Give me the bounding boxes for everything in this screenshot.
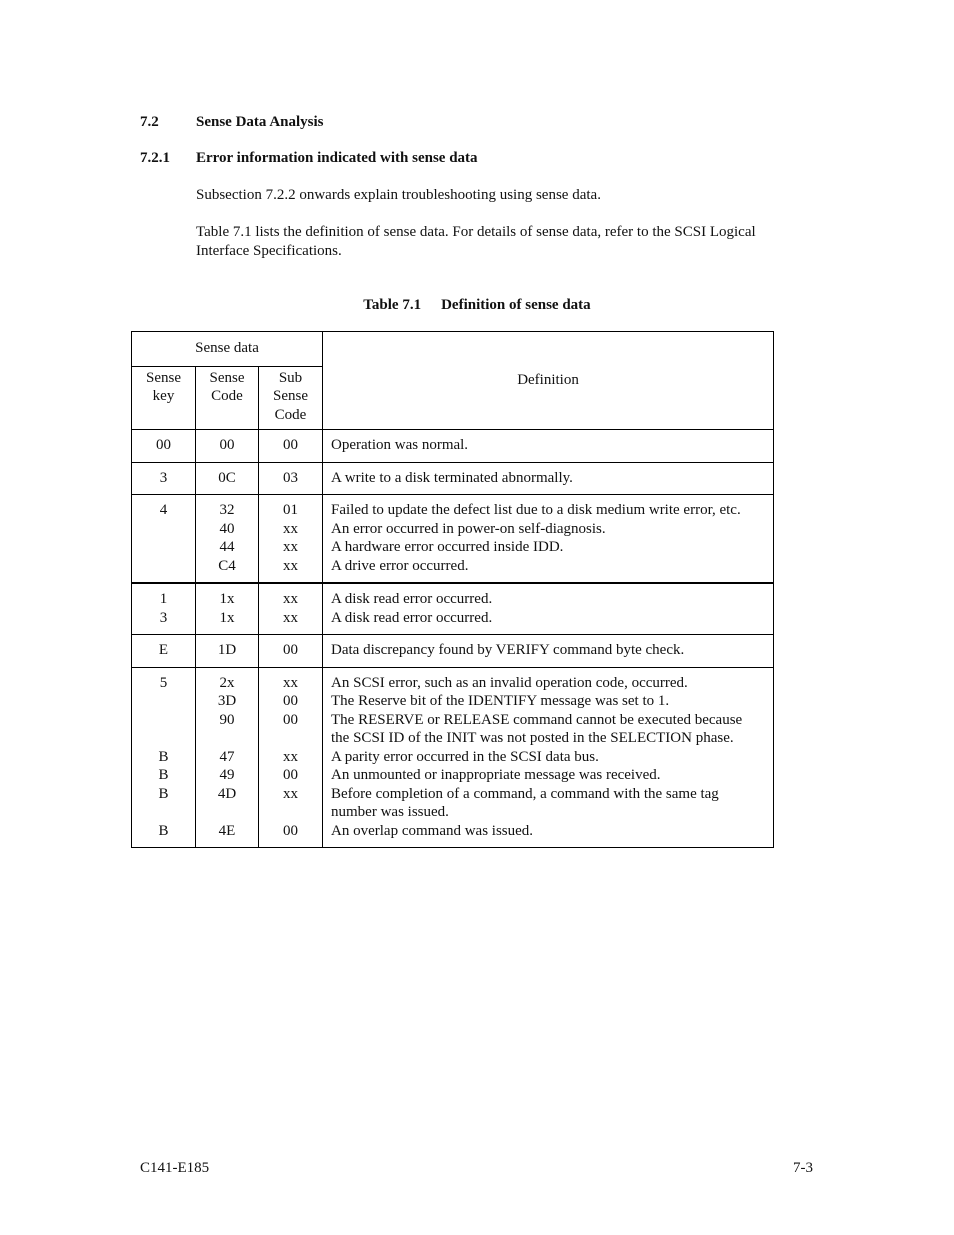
sense-key-cell bbox=[132, 667, 196, 848]
sense-data-table bbox=[131, 331, 774, 848]
code-value bbox=[261, 803, 320, 822]
definition-line: The RESERVE or RELEASE command cannot be executed because bbox=[331, 711, 743, 728]
definition-line: A write to a disk terminated abnormally. bbox=[331, 469, 573, 486]
code-value bbox=[134, 711, 193, 730]
definition-line: An unmounted or inappropriate message was received. bbox=[331, 767, 661, 783]
sense-key-cell bbox=[132, 430, 196, 463]
definition-line: A drive error occurred. bbox=[331, 557, 469, 574]
subsection-title: Error information indicated with sense data bbox=[196, 150, 478, 166]
code-value: 00 bbox=[156, 437, 171, 453]
definition-cell bbox=[323, 495, 774, 584]
sub-sense-code-cell bbox=[259, 635, 323, 668]
table-row bbox=[132, 430, 774, 463]
code-value: 44 bbox=[219, 539, 235, 555]
code-value: C4 bbox=[218, 557, 236, 574]
definition-line: A hardware error occurred inside IDD. bbox=[331, 539, 564, 555]
sense-code-cell bbox=[196, 635, 259, 668]
code-value bbox=[134, 729, 193, 748]
code-value: B bbox=[158, 822, 169, 839]
definition-line: the SCSI ID of the INIT was not posted in the SELECTION phase. bbox=[331, 730, 734, 746]
table-row bbox=[132, 462, 774, 495]
code-value: xx bbox=[283, 539, 298, 555]
table-header-row bbox=[132, 332, 774, 367]
section-title: Sense Data Analysis bbox=[196, 114, 324, 130]
code-value: 4 bbox=[159, 502, 168, 518]
definition-line: Data discrepancy found by VERIFY command byte check. bbox=[331, 642, 685, 658]
sense-key-cell bbox=[132, 635, 196, 668]
code-value: 01 bbox=[283, 502, 298, 518]
code-value bbox=[134, 538, 193, 557]
table-row bbox=[132, 495, 774, 584]
code-value: E bbox=[158, 642, 169, 658]
code-value: xx bbox=[283, 591, 298, 607]
definition-line: Operation was normal. bbox=[331, 437, 469, 453]
code-value: 00 bbox=[283, 711, 298, 728]
table-row bbox=[132, 583, 774, 635]
code-value: 1x bbox=[219, 609, 235, 626]
definition-line: Before completion of a command, a command with the same tag bbox=[331, 785, 719, 802]
code-value: xx bbox=[283, 674, 298, 691]
code-value: 3 bbox=[159, 609, 168, 626]
code-value: 00 bbox=[283, 642, 298, 658]
code-value: 00 bbox=[283, 693, 298, 709]
code-value bbox=[134, 692, 193, 711]
sense-code-cell bbox=[196, 430, 259, 463]
code-value: 03 bbox=[283, 469, 298, 486]
code-value: B bbox=[158, 748, 169, 765]
sub-sense-code-header: Sub Sense Code bbox=[259, 366, 323, 430]
table-caption-number: Table 7.1 bbox=[363, 297, 422, 313]
definition-header: Definition bbox=[323, 332, 774, 430]
sense-code-cell bbox=[196, 583, 259, 635]
code-value: xx bbox=[283, 557, 298, 574]
sub-sense-code-cell bbox=[259, 430, 323, 463]
definition-line: An error occurred in power-on self-diagnosis. bbox=[331, 520, 606, 537]
subsection-number: 7.2.1 bbox=[140, 150, 170, 166]
code-value: 5 bbox=[159, 674, 168, 691]
footer-page-number: 7-3 bbox=[793, 1160, 813, 1176]
code-value: B bbox=[158, 767, 169, 783]
code-value: 00 bbox=[283, 767, 298, 783]
code-value bbox=[198, 803, 256, 822]
footer-doc-id: C141-E185 bbox=[140, 1160, 210, 1176]
sub-sense-code-cell bbox=[259, 583, 323, 635]
definition-cell bbox=[323, 462, 774, 495]
sub-sense-code-cell bbox=[259, 667, 323, 848]
code-value: xx bbox=[283, 520, 298, 537]
sense-data-group-header: Sense data bbox=[132, 332, 323, 367]
section-number: 7.2 bbox=[140, 114, 159, 130]
sense-code-cell bbox=[196, 462, 259, 495]
definition-line: A disk read error occurred. bbox=[331, 591, 493, 607]
definition-line: number was issued. bbox=[331, 804, 449, 820]
definition-line: An overlap command was issued. bbox=[331, 822, 534, 839]
definition-cell bbox=[323, 667, 774, 848]
definition-line: A disk read error occurred. bbox=[331, 609, 493, 626]
code-value: 40 bbox=[219, 520, 235, 537]
code-value: 90 bbox=[219, 711, 235, 728]
definition-line: Failed to update the defect list due to a disk medium write error, etc. bbox=[331, 502, 741, 518]
code-value: 1x bbox=[219, 591, 235, 607]
definition-line: A parity error occurred in the SCSI data bus. bbox=[331, 748, 599, 765]
code-value: 00 bbox=[219, 437, 235, 453]
table-row bbox=[132, 667, 774, 848]
code-value: xx bbox=[283, 785, 298, 802]
code-value: B bbox=[158, 785, 169, 802]
code-value: 00 bbox=[283, 437, 298, 453]
code-value: 32 bbox=[219, 502, 235, 518]
code-value: 49 bbox=[219, 767, 235, 783]
code-value: 3D bbox=[217, 693, 237, 709]
intro-paragraph: Subsection 7.2.2 onwards explain troubleshooting using sense data. bbox=[196, 187, 601, 203]
definition-cell bbox=[323, 635, 774, 668]
sense-key-header: Sense key bbox=[132, 366, 196, 430]
sense-key-cell bbox=[132, 495, 196, 584]
code-value: 1D bbox=[217, 642, 237, 658]
code-value: 4E bbox=[218, 822, 236, 839]
sense-code-cell bbox=[196, 667, 259, 848]
definition-cell bbox=[323, 583, 774, 635]
table-caption-title: Definition of sense data bbox=[441, 297, 591, 313]
sub-sense-code-cell bbox=[259, 462, 323, 495]
definition-line: An SCSI error, such as an invalid operation code, occurred. bbox=[331, 674, 688, 691]
code-value: 4D bbox=[217, 785, 237, 802]
definition-cell bbox=[323, 430, 774, 463]
sense-code-cell bbox=[196, 495, 259, 584]
code-value: 00 bbox=[283, 822, 298, 839]
code-value bbox=[261, 729, 320, 748]
table-reference-paragraph: Table 7.1 lists the definition of sense data. For details of sense data, refer to the SCSI Logical Interface Specifications. bbox=[196, 224, 756, 259]
code-value bbox=[134, 803, 193, 822]
definition-line: The Reserve bit of the IDENTIFY message was set to 1. bbox=[331, 693, 670, 709]
table-row bbox=[132, 635, 774, 668]
code-value: 2x bbox=[219, 674, 235, 691]
sense-key-cell bbox=[132, 462, 196, 495]
code-value bbox=[134, 520, 193, 539]
sense-code-header: Sense Code bbox=[196, 366, 259, 430]
code-value: 3 bbox=[159, 469, 168, 486]
code-value bbox=[134, 557, 193, 576]
code-value: 1 bbox=[159, 591, 168, 607]
code-value bbox=[198, 729, 256, 748]
code-value: 47 bbox=[219, 748, 235, 765]
sub-sense-code-cell bbox=[259, 495, 323, 584]
code-value: 0C bbox=[218, 469, 236, 486]
sense-key-cell bbox=[132, 583, 196, 635]
code-value: xx bbox=[283, 748, 298, 765]
table-caption bbox=[0, 297, 954, 314]
code-value: xx bbox=[283, 609, 298, 626]
